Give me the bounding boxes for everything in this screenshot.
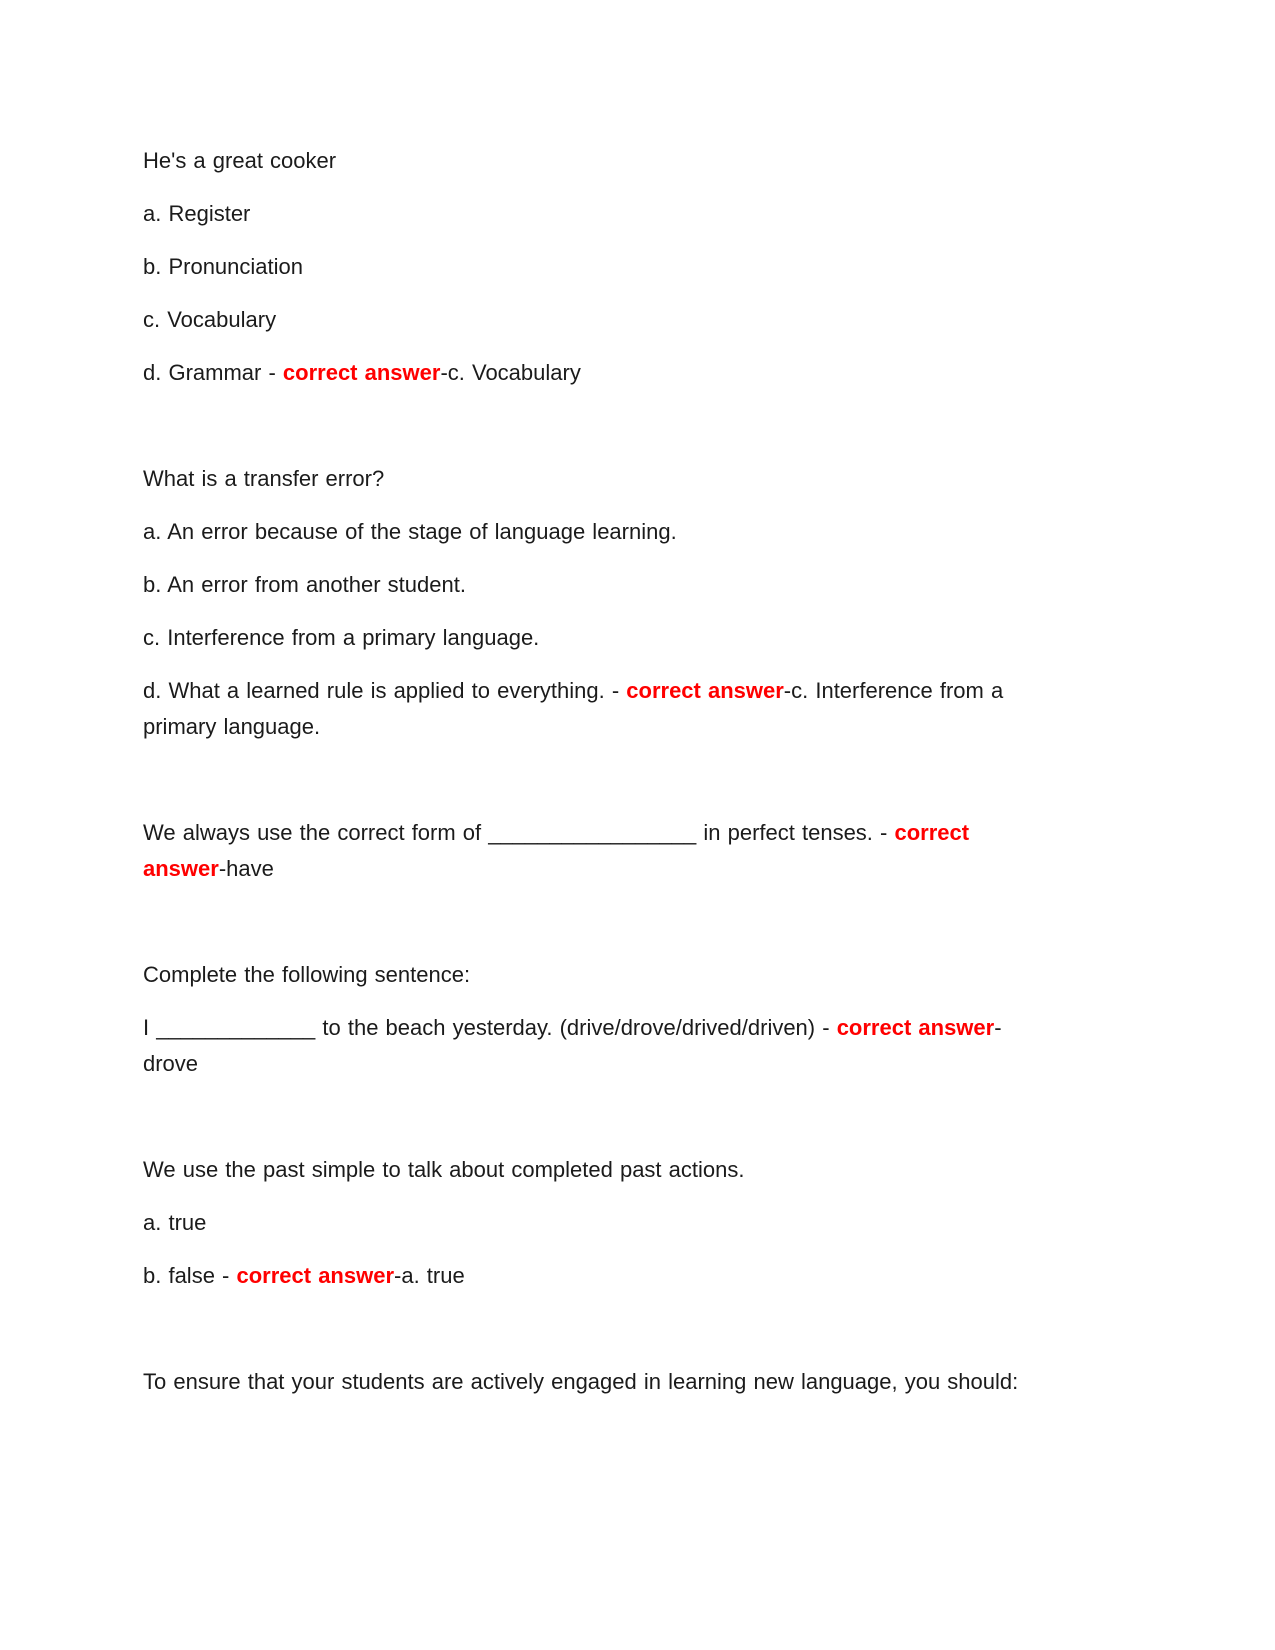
blank-line: [143, 1311, 1043, 1347]
blank-line: [143, 904, 1043, 940]
paragraph: [143, 355, 1043, 391]
blank-line: [143, 762, 1043, 798]
blank-line: [143, 1099, 1043, 1135]
correct-answer-marker: correct answer: [282, 360, 441, 385]
paragraph: [143, 567, 1043, 603]
text-run: a. An error because of the stage of language learning.: [143, 519, 677, 544]
paragraph: [143, 957, 1043, 993]
paragraph: [143, 620, 1043, 656]
text-run: b. false -: [143, 1263, 237, 1288]
paragraph: [143, 1364, 1043, 1400]
correct-answer-marker: correct answer: [236, 1263, 395, 1288]
text-run: a. Register: [143, 201, 251, 226]
paragraph: [143, 249, 1043, 285]
paragraph: [143, 1152, 1043, 1188]
text-run: I _____________ to the beach yesterday. (drive/drove/drived/driven) -: [143, 1015, 837, 1040]
text-run: b. Pronunciation: [143, 254, 303, 279]
text-run: Complete the following sentence:: [143, 962, 471, 987]
text-run: d. Grammar -: [143, 360, 283, 385]
paragraph: [143, 514, 1043, 550]
text-run: What is a transfer error?: [143, 466, 385, 491]
paragraph: [143, 196, 1043, 232]
text-run: To ensure that your students are actively engaged in learning new language, you should:: [143, 1369, 1019, 1394]
text-run: -have: [218, 856, 274, 881]
paragraph: [143, 673, 1043, 745]
paragraph: [143, 1258, 1043, 1294]
text-run: -drove: [143, 1015, 1002, 1076]
text-run: c. Vocabulary: [143, 307, 277, 332]
text-run: -a. true: [394, 1263, 465, 1288]
text-run: He's a great cooker: [143, 148, 337, 173]
text-run: We always use the correct form of _________________ in perfect tenses. -: [143, 820, 895, 845]
paragraph: [143, 1205, 1043, 1241]
text-run: d. What a learned rule is applied to everything. -: [143, 678, 627, 703]
text-run: c. Interference from a primary language.: [143, 625, 540, 650]
text-run: We use the past simple to talk about completed past actions.: [143, 1157, 745, 1182]
text-run: -c. Interference from a primary language.: [143, 678, 1004, 739]
paragraph: [143, 302, 1043, 338]
blank-line: [143, 408, 1043, 444]
correct-answer-marker: correct answer: [626, 678, 784, 703]
text-run: -c. Vocabulary: [440, 360, 581, 385]
paragraph: [143, 143, 1043, 179]
correct-answer-marker: correct answer: [143, 820, 970, 881]
paragraph: [143, 1010, 1043, 1082]
paragraph: [143, 815, 1043, 887]
correct-answer-marker: correct answer: [836, 1015, 995, 1040]
text-run: a. true: [143, 1210, 207, 1235]
document-content: [143, 143, 1043, 1400]
paragraph: [143, 461, 1043, 497]
text-run: b. An error from another student.: [143, 572, 466, 597]
